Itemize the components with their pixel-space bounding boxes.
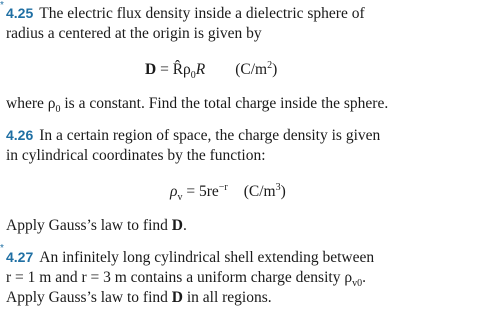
problem-4-25-line-3: where $\rho_0$ is a constant. Find the total charge inside the sphere. <box>6 95 389 116</box>
problem-4-26-line-1: 4.26 In a certain region of space, the charge density is given <box>6 127 381 144</box>
problem-4-27-line-3: Apply Gauss’s law to find D in all regions. <box>6 289 272 306</box>
problem-4-25-equation: $D = R̂\rho_0R$ $(C/m^2)$ <box>145 59 278 82</box>
problem-number: 4.26 <box>6 127 34 143</box>
problem-4-25-line-1: 4.25 The electric flux density inside a dielectric sphere of <box>6 5 365 22</box>
problem-4-26-equation: $\rho_v = 5re^{-r}$ $(C/m^3)$ <box>170 181 286 204</box>
star-marker: * <box>0 0 4 11</box>
problem-number: 4.25 <box>6 5 34 21</box>
problem-4-25-line-2: radius a centered at the origin is given by <box>6 25 262 42</box>
problem-4-26-line-3: Apply Gauss’s law to find D. <box>6 217 187 234</box>
problem-4-26-line-2: in cylindrical coordinates by the function: <box>6 147 266 164</box>
star-marker: * <box>0 243 4 254</box>
problem-number: 4.27 <box>6 249 34 265</box>
problem-4-27-line-2: r = 1 m and r = 3 m contains a uniform charge density $\rho_{v0}$. <box>6 269 366 290</box>
problem-4-27-line-1: 4.27 An infinitely long cylindrical shell extending between <box>6 249 375 266</box>
